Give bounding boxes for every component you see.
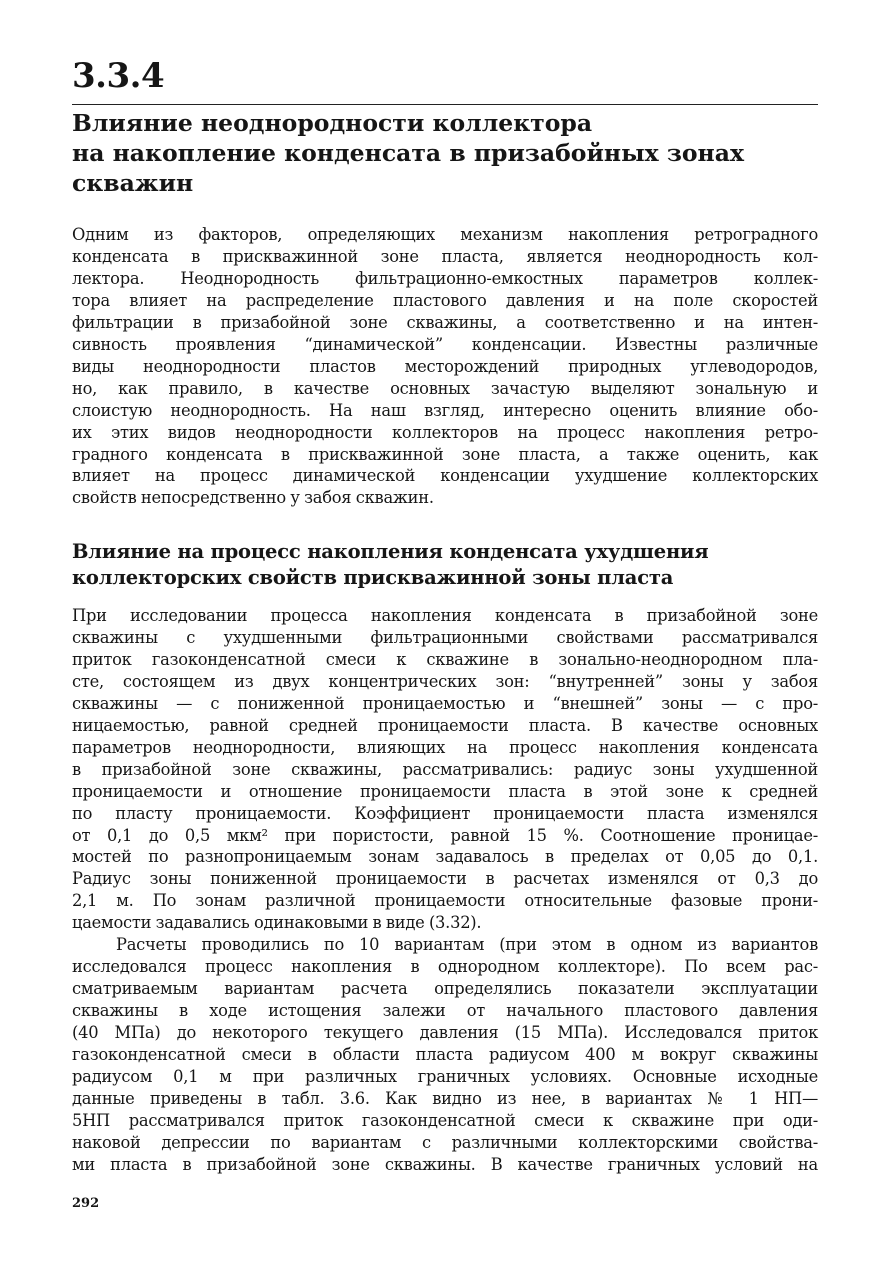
section-title-line: на накопление конденсата в призабойных зонах <box>72 139 744 167</box>
text-line: наковой депрессии по вариантам с различными коллекторскими свойства- <box>72 1132 818 1152</box>
text-line: цаемости задавались одинаковыми в виде (3.32). <box>72 913 482 933</box>
text-line: Расчеты проводились по 10 вариантам (при этом в одном из вариантов <box>116 935 818 954</box>
text-line: сте, состоящем из двух концентрических зон: “внутренней” зоны у забоя <box>72 671 818 691</box>
heading-rule <box>72 104 818 105</box>
body-paragraph-1 <box>72 605 818 934</box>
text-line: лектора. Неоднородность фильтрационно-емкостных параметров коллек- <box>72 268 818 288</box>
text-line: в призабойной зоне скважины, рассматривались: радиус зоны ухудшенной <box>72 759 818 779</box>
text-line: скважины в ходе истощения залежи от начального пластового давления <box>72 1000 818 1020</box>
text-line: от 0,1 до 0,5 мкм² при пористости, равной 15 %. Соотношение проницае- <box>72 825 818 845</box>
text-line: сивность проявления “динамической” конденсации. Известны различные <box>72 334 818 354</box>
text-line: (40 МПа) до некоторого текущего давления (15 МПа). Исследовался приток <box>72 1022 818 1042</box>
text-line: ми пласта в призабойной зоне скважины. В качестве граничных условий на <box>72 1154 818 1174</box>
text-line: ницаемостью, равной средней проницаемости пласта. В качестве основных <box>72 715 818 735</box>
page-number: 292 <box>72 1196 100 1211</box>
body-paragraph-2 <box>72 934 818 1175</box>
subsection-title-line: коллекторских свойств прискважинной зоны пласта <box>72 566 674 589</box>
subsection-title <box>72 539 818 591</box>
text-line: виды неоднородности пластов месторождений природных углеводородов, <box>72 356 818 376</box>
text-line: конденсата в прискважинной зоне пласта, является неоднородность кол- <box>72 246 818 266</box>
text-line: При исследовании процесса накопления конденсата в призабойной зоне <box>72 606 818 625</box>
text-line: слоистую неоднородность. На наш взгляд, интересно оценить влияние обо- <box>72 400 818 420</box>
subsection-title-line: Влияние на процесс накопления конденсата ухудшения <box>72 540 709 563</box>
text-line: 5НП рассматривался приток газоконденсатной смеси к скважине при оди- <box>72 1110 818 1130</box>
text-line: фильтрации в призабойной зоне скважины, а соответственно и на интен- <box>72 312 818 332</box>
text-line: скважины — с пониженной проницаемостью и “внешней” зоны — с про- <box>72 693 818 713</box>
section-title <box>72 108 818 198</box>
text-line: Одним из факторов, определяющих механизм накопления ретроградного <box>72 225 818 244</box>
section-title-line: скважин <box>72 169 194 197</box>
text-line: но, как правило, в качестве основных зачастую выделяют зональную и <box>72 378 818 398</box>
intro-paragraph <box>72 224 818 509</box>
section-title-line: Влияние неоднородности коллектора <box>72 109 593 137</box>
text-line: исследовался процесс накопления в однородном коллекторе). По всем рас- <box>72 956 818 976</box>
text-line: газоконденсатной смеси в области пласта радиусом 400 м вокруг скважины <box>72 1044 818 1064</box>
text-line: Радиус зоны пониженной проницаемости в расчетах изменялся от 0,3 до <box>72 869 818 889</box>
section-number: 3.3.4 <box>72 56 165 96</box>
text-line: скважины с ухудшенными фильтрационными свойствами рассматривался <box>72 627 818 647</box>
text-line: приток газоконденсатной смеси к скважине в зонально-неоднородном пла- <box>72 649 818 669</box>
text-line: влияет на процесс динамической конденсации ухудшение коллекторских <box>72 466 818 486</box>
text-line: сматриваемым вариантам расчета определялись показатели эксплуатации <box>72 978 818 998</box>
text-line: 2,1 м. По зонам различной проницаемости относительные фазовые прони- <box>72 891 818 911</box>
text-line: параметров неоднородности, влияющих на процесс накопления конденсата <box>72 737 818 757</box>
text-line: их этих видов неоднородности коллекторов на процесс накопления ретро- <box>72 422 818 442</box>
text-line: градного конденсата в прискважинной зоне пласта, а также оценить, как <box>72 444 818 464</box>
text-line: тора влияет на распределение пластового давления и на поле скоростей <box>72 290 818 310</box>
text-line: проницаемости и отношение проницаемости пласта в этой зоне к средней <box>72 781 818 801</box>
text-line: данные приведены в табл. 3.6. Как видно из нее, в вариантах № 1 НП— <box>72 1088 818 1108</box>
text-line: мостей по разнопроницаемым зонам задавалось в пределах от 0,05 до 0,1. <box>72 847 818 867</box>
text-line: радиусом 0,1 м при различных граничных условиях. Основные исходные <box>72 1066 818 1086</box>
text-line: свойств непосредственно у забоя скважин. <box>72 488 434 508</box>
text-line: по пласту проницаемости. Коэффициент проницаемости пласта изменялся <box>72 803 818 823</box>
